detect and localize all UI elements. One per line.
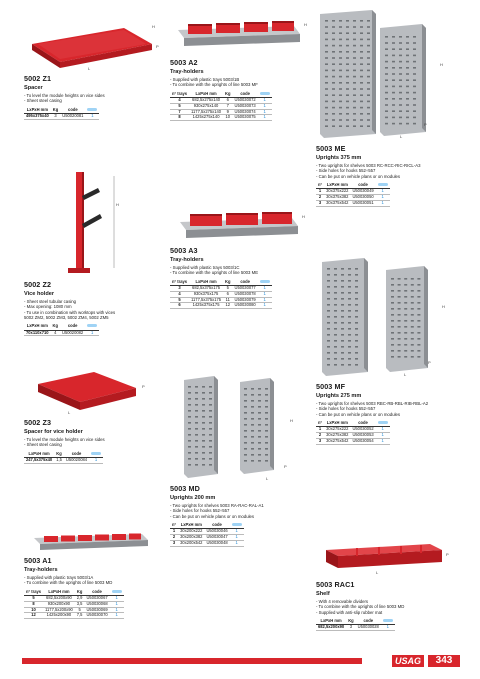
product-features <box>316 401 456 417</box>
col-header: code <box>233 92 258 98</box>
feature: - With 4 removable dividers <box>316 599 369 604</box>
product-5002-z1 <box>24 14 164 120</box>
packaging-icon <box>87 324 97 327</box>
cell: 2 <box>170 535 178 541</box>
cell: 2 <box>316 433 324 439</box>
cell: 1 <box>258 291 272 297</box>
product-5003-rac1 <box>316 534 456 631</box>
spec-table <box>316 619 395 631</box>
col-header: code <box>350 183 375 189</box>
cell: 3 <box>346 625 355 631</box>
col-header: Kg <box>75 590 85 596</box>
packaging-icon <box>112 590 122 593</box>
feature: - Sheet steel casing <box>24 98 62 104</box>
packaging-icon <box>378 183 388 186</box>
product-name: Tray-holders <box>24 567 58 573</box>
feature: - Two uprights for shelves 5003 RC-RCC-RIC-RICL-A3 <box>316 163 421 168</box>
feature: - Max opening: 1080 mm <box>24 304 72 310</box>
cell: 1425x375x175 <box>189 303 223 309</box>
feature: - Can be put on vehicle plans or on modules <box>170 513 255 519</box>
cell: 3 <box>51 114 60 120</box>
product-features <box>24 93 164 104</box>
col-header: Kg <box>225 278 231 284</box>
dim-l: L <box>266 476 269 481</box>
packaging-icon <box>87 108 97 111</box>
cell: 4 <box>170 98 189 104</box>
dim-p: P <box>284 464 287 469</box>
cell: U50020084 <box>65 457 88 463</box>
cell: 7,5 <box>76 612 83 618</box>
cell: 930x275x140 <box>189 103 223 109</box>
cell: 1 <box>376 195 390 201</box>
cell: 1 <box>85 330 99 336</box>
feature: - Supplied with plastic trays 5003/1C <box>170 265 240 270</box>
product-name: Shelf <box>316 591 330 597</box>
cell: 930x200x90 <box>43 601 75 607</box>
product-code: 5003 ME <box>316 144 346 153</box>
cell: 5 <box>170 103 189 109</box>
dim-h: H <box>304 22 307 27</box>
tray-holder-a2-image <box>170 8 310 56</box>
cell: U50030073 <box>234 102 256 108</box>
cell: U50030051 <box>352 199 374 205</box>
product-code: 5003 RAC1 <box>316 580 355 589</box>
cell: U50030048 <box>206 539 228 545</box>
cell: 1 <box>230 529 244 535</box>
cell: 1 <box>258 98 272 104</box>
cell: 5 <box>75 607 85 613</box>
cell: U50030072 <box>234 97 256 103</box>
col-header: code <box>356 619 381 625</box>
cell: 4 <box>51 330 60 336</box>
feature: - To level the module heights on vice sides <box>24 93 105 98</box>
cell: 30x200x222 <box>180 528 203 534</box>
product-name: Tray-holders <box>170 257 204 263</box>
product-5003-a2 <box>170 8 310 121</box>
col-header: Kg <box>54 452 64 458</box>
cell: U50030046 <box>206 528 228 534</box>
tray-holder-a1-image <box>24 524 164 554</box>
cell: 4 <box>170 291 189 297</box>
tray-holder-a3-image <box>170 200 310 244</box>
product-code: 5003 A3 <box>170 246 198 255</box>
cell: 7 <box>223 103 232 109</box>
product-features <box>316 163 456 179</box>
product-code: 5002 Z1 <box>24 74 52 83</box>
cell: U50030054 <box>352 437 374 443</box>
cell: 1 <box>376 200 390 206</box>
cell: 1 <box>376 189 390 195</box>
shelf-image <box>316 534 456 578</box>
cell: 10 <box>223 115 232 121</box>
packaging-icon <box>91 452 101 455</box>
cell: 30x200x542 <box>180 539 203 545</box>
product-features <box>24 575 164 586</box>
footer-bar <box>22 658 362 664</box>
cell: U50030079 <box>234 296 256 302</box>
product-name: Spacer <box>24 85 43 91</box>
cell: 1 <box>230 540 244 546</box>
cell: U50030070 <box>86 612 108 618</box>
product-name: Spacer for vice holder <box>24 429 83 435</box>
dim-h: H <box>290 418 293 423</box>
feature: - Supplied with plastic trays 5003/1B <box>170 77 240 82</box>
cell: U50030067 <box>86 595 108 601</box>
spec-table <box>170 523 244 547</box>
cell: U50030075 <box>234 114 256 120</box>
col-header: n° <box>318 419 323 425</box>
cell: 1 <box>230 535 244 541</box>
cell: 5 <box>24 596 43 602</box>
feature: - To combine with the uprights of line 5003 MF <box>170 82 258 88</box>
feature: 5002 ZM2, 5002 ZM3, 5002 ZM4, 5002 ZM5 <box>24 314 109 320</box>
col-header: code <box>60 324 85 330</box>
table-row <box>316 438 390 444</box>
product-5002-z2 <box>24 168 164 336</box>
feature: - Supplied with plastic trays 5003/1A <box>24 575 94 580</box>
packaging-icon <box>383 619 393 622</box>
table-row <box>316 200 390 206</box>
col-header: n° <box>318 181 323 187</box>
feature: - Side holes for hooks 552÷557 <box>316 168 376 174</box>
cell: U50030068 <box>86 600 108 606</box>
product-name: Vice holder <box>24 291 55 297</box>
product-code: 5003 A1 <box>24 556 52 565</box>
cell: 1 <box>110 613 124 619</box>
cell: 3,5 <box>76 600 83 606</box>
col-header: Kg <box>52 323 59 329</box>
cell: 1177,5x200x90 <box>45 606 73 612</box>
cell: 1,5 <box>56 457 62 463</box>
product-code: 5003 MD <box>170 484 200 493</box>
feature: - Side holes for hooks 552÷557 <box>170 508 230 514</box>
dim-h: H <box>440 62 443 67</box>
dim-h: H <box>302 214 305 219</box>
feature: - Can be put on vehicle plans or on modules <box>316 411 401 417</box>
product-5003-md <box>170 370 310 547</box>
cell: U50030069 <box>86 606 108 612</box>
cell: 10 <box>24 607 43 613</box>
spacer-image <box>24 14 164 72</box>
cell: U50030080 <box>234 302 256 308</box>
cell: 1 <box>110 596 124 602</box>
table-row <box>24 330 99 336</box>
dim-l: L <box>400 134 403 139</box>
packaging-icon <box>260 92 270 95</box>
product-features <box>170 503 310 519</box>
cell: 1 <box>381 625 395 631</box>
cell: 682,5x275x140 <box>189 98 223 104</box>
col-header: Kg <box>225 90 231 96</box>
dim-p: P <box>142 384 145 389</box>
dim-l: L <box>376 570 379 575</box>
spec-table <box>316 183 390 207</box>
table-row <box>316 625 395 631</box>
feature: - To level the module heights on vice sides <box>24 437 105 442</box>
product-code: 5003 MF <box>316 382 346 391</box>
cell: 1 <box>316 189 324 195</box>
table-row <box>170 540 244 546</box>
col-header: LxPxH mm <box>316 619 346 625</box>
feature: - Can be put on vehicle plans or on modules <box>316 173 401 179</box>
packaging-icon <box>232 523 242 526</box>
cell: 1 <box>316 427 324 433</box>
cell: 12 <box>24 613 43 619</box>
cell: 7 <box>170 109 189 115</box>
cell: 1 <box>110 607 124 613</box>
cell: 30x200x382 <box>180 534 203 540</box>
cell: 495x375x40 <box>26 113 49 119</box>
cell: 30x275x542 <box>326 437 349 443</box>
product-5003-me <box>316 8 456 207</box>
dim-p: P <box>428 360 431 365</box>
col-header: n° <box>172 521 177 527</box>
cell: 2 <box>316 195 324 201</box>
feature: - To combine with the uprights of line 5003 MD <box>24 580 113 586</box>
cell: 6 <box>223 291 232 297</box>
cell: U50030049 <box>352 188 374 194</box>
product-features <box>24 299 164 320</box>
cell: 1 <box>170 529 178 535</box>
col-header: code <box>233 280 258 286</box>
cell: U50030077 <box>234 285 256 291</box>
cell: 6 <box>223 98 232 104</box>
cell: 5 <box>170 297 189 303</box>
feature: - Two uprights for shelves 5003 RBC-RB-RBL-RIB-RBL-A2 <box>316 401 429 406</box>
packaging-icon <box>378 421 388 424</box>
table-row <box>170 115 272 121</box>
col-header: LxPxH mm <box>189 280 223 286</box>
product-features <box>170 265 310 276</box>
cell: 1425x200x90 <box>43 613 75 619</box>
cell: 3 <box>170 540 178 546</box>
col-header: n° trays <box>26 588 42 594</box>
cell: U50030074 <box>234 108 256 114</box>
cell: 8 <box>170 115 189 121</box>
uprights-me-image <box>316 8 456 142</box>
cell: U50030028 <box>357 624 379 630</box>
spec-table <box>170 92 272 121</box>
cell: 30x375x542 <box>326 199 349 205</box>
cell: 11 <box>223 297 232 303</box>
feature: - To combine with the uprights of line 5003 ME <box>170 270 259 276</box>
cell: 930x375x175 <box>189 291 223 297</box>
cell: 1 <box>258 286 272 292</box>
cell: 682,5x200x90 <box>43 596 75 602</box>
uprights-md-image <box>170 370 310 482</box>
spacer-vice-image <box>24 362 164 416</box>
col-header: Kg <box>52 106 59 112</box>
col-header: LxPxH mm <box>324 421 350 427</box>
table-row <box>24 114 99 120</box>
col-header: LxPxH mm <box>178 523 204 529</box>
feature: - Side holes for hooks 552÷557 <box>316 406 376 412</box>
page-number: 343 <box>428 655 460 667</box>
product-name: Uprights 200 mm <box>170 495 216 501</box>
cell: 1 <box>258 297 272 303</box>
cell: 1 <box>89 458 103 464</box>
cell: 1 <box>258 303 272 309</box>
cell: 1 <box>258 115 272 121</box>
col-header: LxPxH mm <box>324 183 350 189</box>
spec-table <box>170 280 272 309</box>
cell: 1 <box>258 103 272 109</box>
cell: U50030053 <box>352 432 374 438</box>
feature: - To combine with the uprights of line 5003 MD <box>316 604 405 610</box>
cell: 1 <box>376 433 390 439</box>
cell: 30x375x222 <box>326 188 349 194</box>
spec-table <box>24 324 99 336</box>
cell: U50030078 <box>234 290 256 296</box>
col-header: code <box>60 108 85 114</box>
feature: - Supplied with anti-slip rubber mat <box>316 609 383 615</box>
col-header: LxPxH mm <box>24 324 51 330</box>
table-row <box>170 303 272 309</box>
col-header: n° trays <box>172 278 188 284</box>
cell: U50030050 <box>352 194 374 200</box>
product-5003-a1 <box>24 524 164 619</box>
cell: 1177,5x375x175 <box>191 296 222 302</box>
dim-p: P <box>446 552 449 557</box>
product-features <box>316 599 456 615</box>
cell: 30x375x382 <box>326 194 349 200</box>
cell: 30x275x222 <box>326 426 349 432</box>
product-5003-a3 <box>170 200 310 309</box>
packaging-icon <box>260 280 270 283</box>
col-header: code <box>64 452 89 458</box>
product-5002-z3 <box>24 362 164 464</box>
cell: 30x275x382 <box>326 432 349 438</box>
cell: 1425x275x140 <box>189 115 223 121</box>
col-header: code <box>350 421 375 427</box>
cell: 1177,5x275x140 <box>191 108 222 114</box>
table-row <box>24 458 103 464</box>
cell: 70x110x710 <box>26 329 49 335</box>
brand-logo: USAG <box>392 655 424 667</box>
cell: 3 <box>316 438 324 444</box>
cell: 1 <box>85 114 99 120</box>
feature: - Sheet steel tubular casing <box>24 299 77 304</box>
dim-h: H <box>442 304 445 309</box>
product-code: 5002 Z3 <box>24 418 52 427</box>
cell: 12 <box>223 303 232 309</box>
cell: U50030052 <box>352 426 374 432</box>
cell: 9 <box>223 109 232 115</box>
col-header: LxPxH mm <box>43 590 75 596</box>
feature: - Sheet steel casing <box>24 442 62 448</box>
cell: 247,5x375x40 <box>26 457 53 463</box>
feature: - Two uprights for shelves 5003 RA-RAC-RAL-A1 <box>170 503 264 508</box>
col-header: n° trays <box>172 90 188 96</box>
cell: U50020082 <box>62 329 84 335</box>
cell: 1 <box>376 438 390 444</box>
product-code: 5003 A2 <box>170 58 198 67</box>
product-features <box>24 437 164 448</box>
dim-l: L <box>404 372 407 377</box>
cell: 1 <box>376 427 390 433</box>
table-row <box>24 613 124 619</box>
cell: U50030047 <box>206 534 228 540</box>
col-header: LxPxH mm <box>24 452 54 458</box>
vice-holder-image <box>24 168 164 278</box>
spec-table <box>24 452 103 464</box>
cell: 8 <box>24 601 43 607</box>
cell: 1 <box>110 601 124 607</box>
uprights-mf-image <box>316 256 456 380</box>
cell: 1 <box>258 109 272 115</box>
cell: 3 <box>170 286 189 292</box>
col-header: LxPxH mm <box>189 92 223 98</box>
col-header: code <box>84 590 109 596</box>
col-header: code <box>204 523 229 529</box>
spec-table <box>316 421 390 445</box>
product-features <box>170 77 310 88</box>
col-header: Kg <box>348 617 354 623</box>
dim-p: P <box>156 44 159 49</box>
page-footer <box>22 655 460 667</box>
dim-h: H <box>152 24 155 29</box>
cell: 2,9 <box>76 595 83 601</box>
spec-table <box>24 590 124 619</box>
dim-h: H <box>116 202 119 207</box>
spec-table <box>24 108 99 120</box>
col-header: LxPxH mm <box>24 108 51 114</box>
dim-l: L <box>88 66 91 71</box>
cell: 682,5x200x90 <box>318 624 345 630</box>
cell: 5 <box>223 286 232 292</box>
cell: 6 <box>170 303 189 309</box>
dim-p: P <box>424 122 427 127</box>
product-code: 5002 Z2 <box>24 280 52 289</box>
dim-l: L <box>68 410 71 415</box>
feature: - To use in combination with worktops with vices <box>24 309 116 315</box>
product-name: Tray-holders <box>170 69 204 75</box>
cell: 682,5x375x175 <box>189 286 223 292</box>
product-name: Uprights 275 mm <box>316 393 362 399</box>
cell: U50020081 <box>62 113 84 119</box>
product-name: Uprights 375 mm <box>316 155 362 161</box>
product-5003-mf <box>316 256 456 445</box>
cell: 3 <box>316 200 324 206</box>
